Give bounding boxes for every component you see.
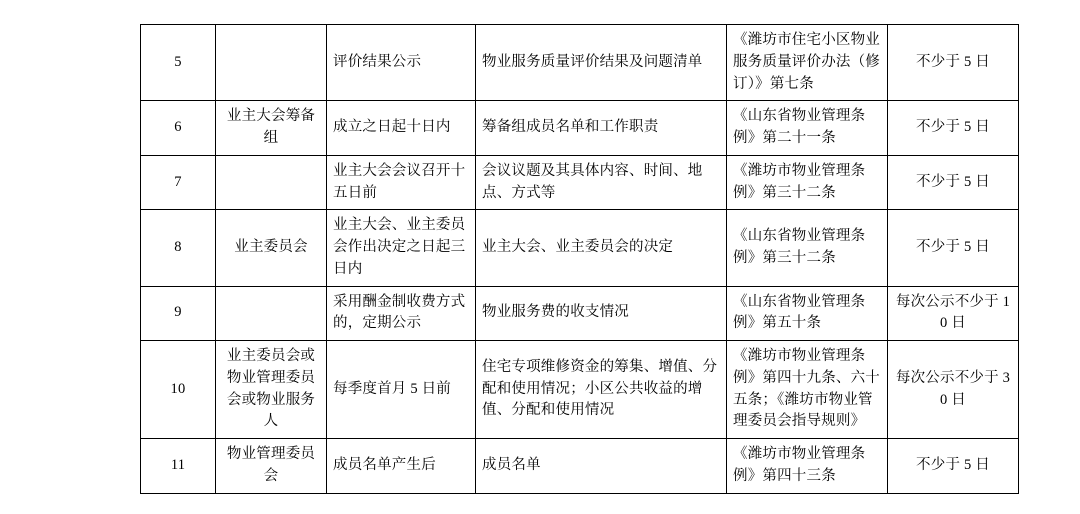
cell-duration: 不少于 5 日 [888,439,1019,494]
cell-content: 会议议题及其具体内容、时间、地点、方式等 [476,155,727,210]
table-row [141,286,1019,341]
cell-no: 10 [141,341,216,439]
cell-content: 住宅专项维修资金的筹集、增值、分配和使用情况；小区公共收益的增值、分配和使用情况 [476,341,727,439]
cell-no: 5 [141,25,216,101]
cell-party: 业主大会筹备组 [216,101,327,156]
cell-duration: 每次公示不少于 10 日 [888,286,1019,341]
cell-duration: 不少于 5 日 [888,25,1019,101]
cell-time: 成立之日起十日内 [327,101,476,156]
cell-time: 每季度首月 5 日前 [327,341,476,439]
public-disclosure-table [140,24,1019,494]
cell-party: 物业管理委员会 [216,439,327,494]
cell-duration: 不少于 5 日 [888,155,1019,210]
cell-time: 业主大会、业主委员会作出决定之日起三日内 [327,210,476,286]
cell-basis: 《潍坊市物业管理条例》第四十九条、六十五条；《潍坊市物业管理委员会指导规则》 [727,341,888,439]
cell-time: 评价结果公示 [327,25,476,101]
cell-party [216,155,327,210]
table-row [141,155,1019,210]
cell-content: 业主大会、业主委员会的决定 [476,210,727,286]
cell-content: 成员名单 [476,439,727,494]
cell-no: 7 [141,155,216,210]
cell-basis: 《潍坊市物业管理条例》第四十三条 [727,439,888,494]
cell-basis: 《山东省物业管理条例》第三十二条 [727,210,888,286]
cell-no: 9 [141,286,216,341]
cell-time: 采用酬金制收费方式的，定期公示 [327,286,476,341]
table-row [141,101,1019,156]
cell-basis: 《山东省物业管理条例》第二十一条 [727,101,888,156]
cell-duration: 不少于 5 日 [888,210,1019,286]
table-row [141,25,1019,101]
table-row [141,341,1019,439]
table-row [141,210,1019,286]
cell-party: 业主委员会 [216,210,327,286]
public-disclosure-table-wrapper [140,24,1011,494]
cell-content: 筹备组成员名单和工作职责 [476,101,727,156]
cell-party [216,25,327,101]
cell-duration: 每次公示不少于 30 日 [888,341,1019,439]
cell-no: 6 [141,101,216,156]
cell-no: 11 [141,439,216,494]
cell-content: 物业服务费的收支情况 [476,286,727,341]
cell-time: 成员名单产生后 [327,439,476,494]
cell-basis: 《潍坊市住宅小区物业服务质量评价办法（修订）》第七条 [727,25,888,101]
cell-no: 8 [141,210,216,286]
cell-content: 物业服务质量评价结果及问题清单 [476,25,727,101]
cell-basis: 《潍坊市物业管理条例》第三十二条 [727,155,888,210]
cell-time: 业主大会会议召开十五日前 [327,155,476,210]
cell-basis: 《山东省物业管理条例》第五十条 [727,286,888,341]
cell-party: 业主委员会或物业管理委员会或物业服务人 [216,341,327,439]
cell-party [216,286,327,341]
cell-duration: 不少于 5 日 [888,101,1019,156]
table-row [141,439,1019,494]
